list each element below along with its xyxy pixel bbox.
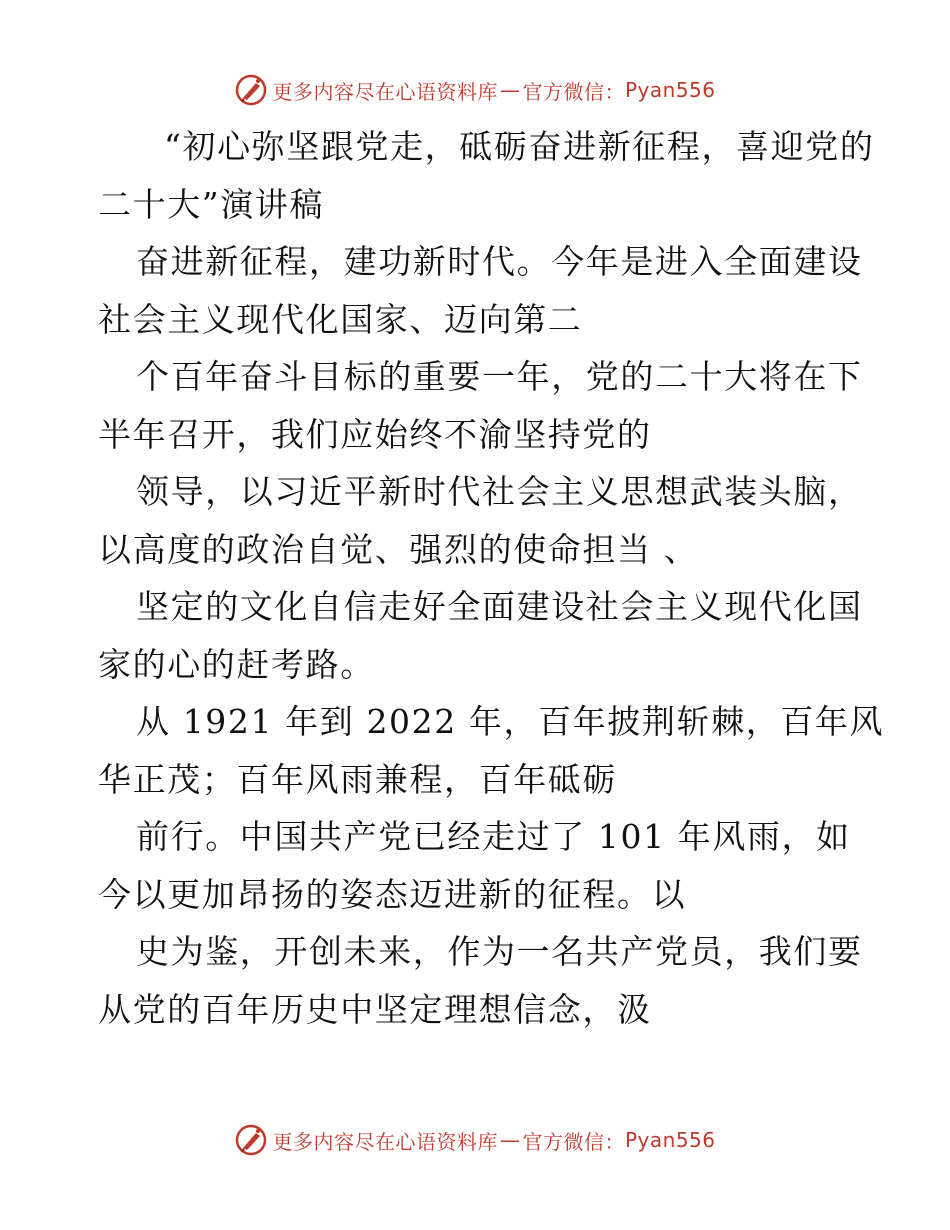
header-banner: [0, 70, 950, 110]
paragraph-line: 奋进新征程，建功新时代。今年是进入全面建设: [136, 242, 863, 281]
site-name: 更多内容尽在心语资料库: [272, 1129, 498, 1154]
paragraph-line: 家的心的赶考路。: [98, 644, 375, 684]
paragraph-line: 个百年奋斗目标的重要一年，党的二十大将在下: [136, 357, 863, 396]
footer-banner: [0, 1120, 950, 1160]
paragraph-line: 史为鉴，开创未来，作为一名共产党员，我们要: [136, 932, 863, 971]
paragraph-line: 今以更加昂扬的姿态迈进新的征程。以: [98, 874, 687, 914]
paragraph-line: 从党的百年历史中坚定理想信念，汲: [98, 989, 652, 1029]
pen-logo-icon: [234, 73, 268, 107]
paragraph-line: 以高度的政治自觉、强烈的使命担当 、: [98, 529, 699, 569]
banner-separator: —: [499, 78, 521, 102]
pen-logo-icon: [234, 1123, 268, 1157]
contact-label: 官方微信：: [522, 79, 625, 104]
wechat-id: Pyan556: [624, 1128, 716, 1152]
paragraph-line: 社会主义现代化国家、迈向第二: [98, 299, 583, 339]
banner-separator: —: [499, 1128, 521, 1152]
paragraph-line: 从 1921 年到 2022 年，百年披荆斩棘，百年风: [136, 702, 885, 741]
paragraph-line: 半年召开，我们应始终不渝坚持党的: [98, 414, 652, 454]
paragraph-line: 坚定的文化自信走好全面建设社会主义现代化国: [136, 587, 863, 626]
document-body: [98, 118, 885, 1038]
paragraph-line: 华正茂；百年风雨兼程，百年砥砺: [98, 759, 617, 799]
title-line-1: “初心弥坚跟党走，砥砺奋进新征程，喜迎党的: [164, 127, 875, 166]
contact-label: 官方微信：: [522, 1129, 625, 1154]
site-name: 更多内容尽在心语资料库: [272, 79, 498, 104]
paragraph-line: 领导，以习近平新时代社会主义思想武装头脑，: [136, 472, 863, 511]
paragraph-line: 前行。中国共产党已经走过了 101 年风雨，如: [136, 817, 851, 856]
title-line-2: 二十大”演讲稿: [98, 184, 325, 224]
wechat-id: Pyan556: [624, 78, 716, 102]
